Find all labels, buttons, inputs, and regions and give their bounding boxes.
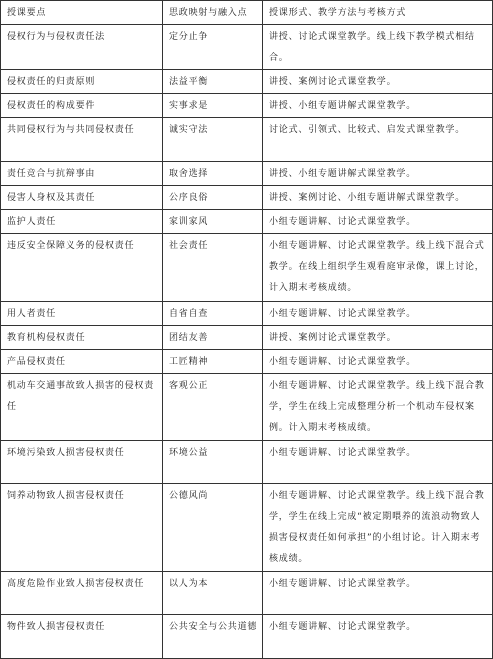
- table-row: [1, 118, 493, 162]
- ideology-point-cell: 定分止争: [163, 25, 263, 70]
- teaching-point-cell: 物件致人损害侵权责任: [1, 615, 163, 659]
- teaching-method-cell: 讲授、案例讨论、小组专题讲解式课堂教学。: [263, 186, 493, 210]
- ideology-point-cell: 公序良俗: [163, 186, 263, 210]
- teaching-method-cell: 小组专题讲解、讨论式课堂教学。线上线下混合教学，学生在线上完成整理分析一个机动车侵权案例。计入期末考核成绩。: [263, 374, 493, 441]
- ideology-point-cell: 取舍选择: [163, 162, 263, 186]
- ideology-point-cell: 环境公益: [163, 441, 263, 484]
- teaching-method-cell: 讲授、小组专题讲解式课堂教学。: [263, 94, 493, 118]
- table-row: [1, 441, 493, 484]
- ideology-point-cell: 客观公正: [163, 374, 263, 441]
- teaching-point-cell: 侵权责任的归责原则: [1, 70, 163, 94]
- table-row: [1, 70, 493, 94]
- table-row: [1, 210, 493, 234]
- teaching-point-cell: 饲养动物致人损害侵权责任: [1, 484, 163, 572]
- teaching-method-cell: 讲授、小组专题讲解式课堂教学。: [263, 162, 493, 186]
- table-row: [1, 350, 493, 374]
- teaching-point-cell: 机动车交通事故致人损害的侵权责任: [1, 374, 163, 441]
- table-row: [1, 302, 493, 326]
- ideology-point-cell: 家训家风: [163, 210, 263, 234]
- table-row: [1, 484, 493, 572]
- teaching-point-cell: 侵权行为与侵权责任法: [1, 25, 163, 70]
- ideology-point-cell: 自省自查: [163, 302, 263, 326]
- teaching-method-cell: 小组专题讲解、讨论式课堂教学。线上线下混合教学，学生在线上完成“被定期喂养的流浪动物致人损害侵权责任如何承担”的小组讨论。计入期末考核成绩。: [263, 484, 493, 572]
- teaching-point-cell: 环境污染致人损害侵权责任: [1, 441, 163, 484]
- table-row: [1, 615, 493, 659]
- table-row: [1, 186, 493, 210]
- header-ideology-point: 思政映射与融入点: [163, 1, 263, 25]
- ideology-point-cell: 以人为本: [163, 572, 263, 615]
- table-row: [1, 572, 493, 615]
- teaching-point-cell: 产品侵权责任: [1, 350, 163, 374]
- ideology-point-cell: 团结友善: [163, 326, 263, 350]
- ideology-point-cell: 诚实守法: [163, 118, 263, 162]
- ideology-point-cell: 法益平衡: [163, 70, 263, 94]
- header-teaching-point: 授课要点: [1, 1, 163, 25]
- teaching-point-cell: 责任竞合与抗辩事由: [1, 162, 163, 186]
- teaching-method-cell: 小组专题讲解、讨论式课堂教学。线上线下混合式教学。在线上组织学生观看庭审录像，课上讨论，计入期末考核成绩。: [263, 234, 493, 302]
- header-row: [1, 1, 493, 25]
- ideology-point-cell: 社会责任: [163, 234, 263, 302]
- table-row: [1, 25, 493, 70]
- teaching-point-cell: 教育机构侵权责任: [1, 326, 163, 350]
- teaching-point-cell: 用人者责任: [1, 302, 163, 326]
- teaching-point-cell: 违反安全保障义务的侵权责任: [1, 234, 163, 302]
- table-row: [1, 326, 493, 350]
- teaching-method-cell: 小组专题讲解、讨论式课堂教学。: [263, 615, 493, 659]
- table-row: [1, 162, 493, 186]
- teaching-method-cell: 讨论式、引领式、比较式、启发式课堂教学。: [263, 118, 493, 162]
- teaching-method-cell: 小组专题讲解、讨论式课堂教学。: [263, 302, 493, 326]
- ideology-point-cell: 工匠精神: [163, 350, 263, 374]
- teaching-method-cell: 讲授、案例讨论式课堂教学。: [263, 326, 493, 350]
- teaching-method-cell: 讲授、讨论式课堂教学。线上线下教学模式相结合。: [263, 25, 493, 70]
- ideology-point-cell: 公共安全与公共道德: [163, 615, 263, 659]
- teaching-method-cell: 小组专题讲解、讨论式课堂教学。: [263, 572, 493, 615]
- ideology-point-cell: 公德风尚: [163, 484, 263, 572]
- teaching-point-cell: 侵害人身权及其责任: [1, 186, 163, 210]
- teaching-point-cell: 高度危险作业致人损害侵权责任: [1, 572, 163, 615]
- header-teaching-method: 授课形式、教学方法与考核方式: [263, 1, 493, 25]
- teaching-method-cell: 小组专题讲解、讨论式课堂教学。: [263, 441, 493, 484]
- ideology-point-cell: 实事求是: [163, 94, 263, 118]
- table-row: [1, 374, 493, 441]
- table-row: [1, 234, 493, 302]
- table-row: [1, 94, 493, 118]
- teaching-method-cell: 小组专题讲解、讨论式课堂教学。: [263, 350, 493, 374]
- teaching-method-cell: 小组专题讲解、讨论式课堂教学。: [263, 210, 493, 234]
- teaching-method-cell: 讲授、案例讨论式课堂教学。: [263, 70, 493, 94]
- teaching-point-cell: 共同侵权行为与共同侵权责任: [1, 118, 163, 162]
- teaching-point-cell: 侵权责任的构成要件: [1, 94, 163, 118]
- teaching-point-cell: 监护人责任: [1, 210, 163, 234]
